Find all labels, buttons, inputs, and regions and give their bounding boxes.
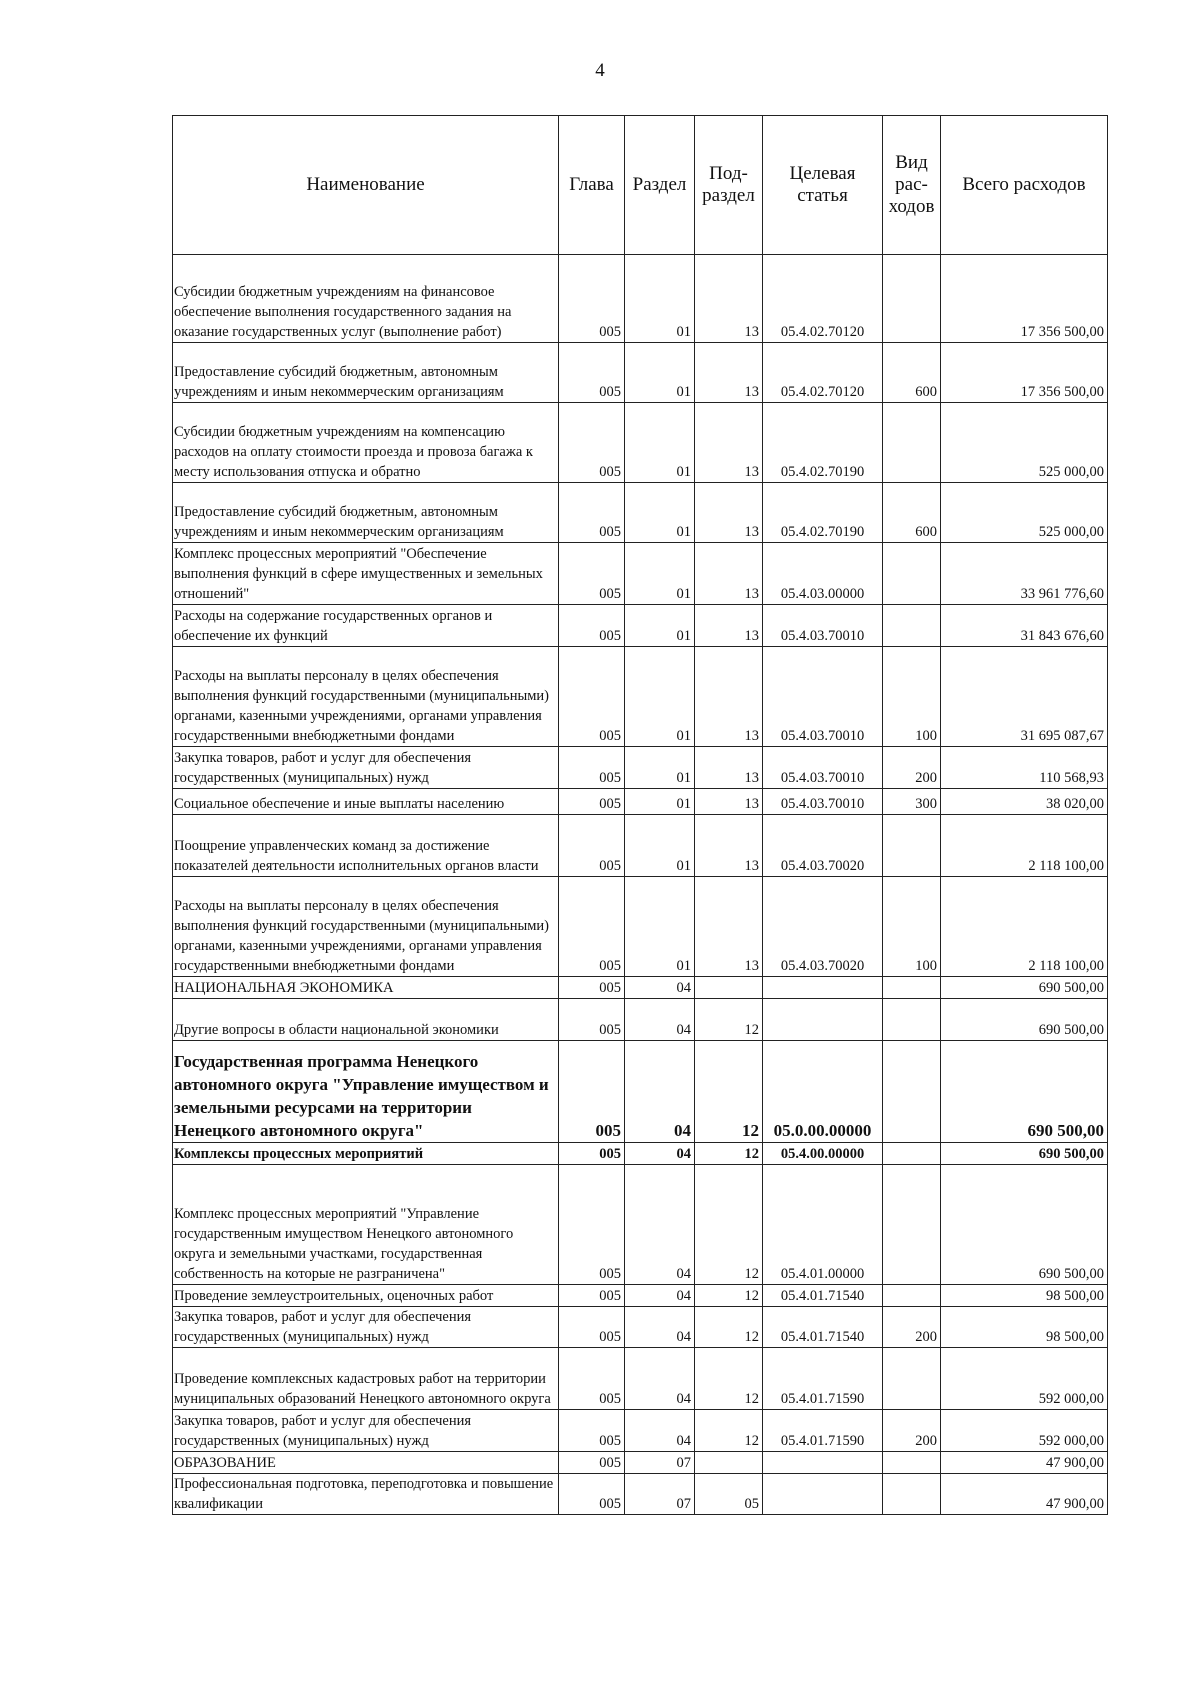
row-target-cell: 05.4.01.71590 [763, 1410, 883, 1452]
row-subsection-cell: 13 [695, 605, 763, 647]
row-subsection-cell: 13 [695, 403, 763, 483]
row-name-cell: Государственная программа Ненецкого автономного округа "Управление имуществом и земельными ресурсами на территории Ненецкого автономного округа" [173, 1041, 559, 1143]
row-section-cell: 01 [625, 483, 695, 543]
row-subsection-cell: 13 [695, 747, 763, 789]
row-total-cell: 110 568,93 [941, 747, 1108, 789]
row-name-cell: Другие вопросы в области национальной экономики [173, 999, 559, 1041]
row-type-cell: 600 [883, 343, 941, 403]
row-name-cell: Поощрение управленческих команд за достижение показателей деятельности исполнительных органов власти [173, 815, 559, 877]
row-target-cell: 05.4.01.71590 [763, 1348, 883, 1410]
row-section-cell: 04 [625, 1285, 695, 1307]
table-row [173, 877, 1108, 977]
header-section: Раздел [625, 116, 695, 255]
row-name-cell: Субсидии бюджетным учреждениям на компенсацию расходов на оплату стоимости проезда и провоза багажа к месту использования отпуска и обратно [173, 403, 559, 483]
row-section-cell: 07 [625, 1452, 695, 1474]
row-name-cell: Расходы на выплаты персоналу в целях обеспечения выполнения функций государственными (муниципальными) органами, казенными учреждениями, органами управления государственными внебюджетными фондами [173, 647, 559, 747]
row-section-cell: 04 [625, 999, 695, 1041]
row-total-cell: 690 500,00 [941, 999, 1108, 1041]
row-chapter-cell: 005 [559, 1165, 625, 1285]
row-chapter-cell: 005 [559, 1348, 625, 1410]
row-type-cell [883, 977, 941, 999]
table-row [173, 747, 1108, 789]
table-row [173, 1474, 1108, 1515]
row-total-cell: 98 500,00 [941, 1307, 1108, 1348]
row-subsection-cell: 12 [695, 999, 763, 1041]
row-type-cell [883, 999, 941, 1041]
row-type-cell: 100 [883, 647, 941, 747]
row-name-cell: Расходы на содержание государственных органов и обеспечение их функций [173, 605, 559, 647]
row-name-cell: Проведение землеустроительных, оценочных работ [173, 1285, 559, 1307]
row-total-cell: 592 000,00 [941, 1348, 1108, 1410]
row-type-cell [883, 255, 941, 343]
row-section-cell: 01 [625, 605, 695, 647]
table-row [173, 483, 1108, 543]
row-type-cell [883, 1285, 941, 1307]
row-target-cell: 05.4.03.70010 [763, 647, 883, 747]
row-subsection-cell: 12 [695, 1285, 763, 1307]
row-subsection-cell: 13 [695, 647, 763, 747]
row-section-cell: 01 [625, 343, 695, 403]
table-header-row [173, 116, 1108, 255]
row-target-cell: 05.4.03.70020 [763, 877, 883, 977]
row-type-cell [883, 1143, 941, 1165]
row-section-cell: 04 [625, 1410, 695, 1452]
page-number: 4 [595, 60, 605, 81]
row-target-cell: 05.4.03.70010 [763, 747, 883, 789]
row-target-cell [763, 1452, 883, 1474]
table-row [173, 543, 1108, 605]
row-subsection-cell: 13 [695, 255, 763, 343]
row-chapter-cell: 005 [559, 1410, 625, 1452]
row-total-cell: 592 000,00 [941, 1410, 1108, 1452]
row-chapter-cell: 005 [559, 483, 625, 543]
row-section-cell: 04 [625, 1165, 695, 1285]
row-target-cell: 05.4.01.00000 [763, 1165, 883, 1285]
table-row [173, 1452, 1108, 1474]
row-target-cell: 05.4.03.70010 [763, 789, 883, 815]
row-total-cell: 17 356 500,00 [941, 255, 1108, 343]
table-row [173, 1285, 1108, 1307]
row-name-cell: Комплексы процессных мероприятий [173, 1143, 559, 1165]
row-subsection-cell: 13 [695, 877, 763, 977]
row-total-cell: 33 961 776,60 [941, 543, 1108, 605]
row-target-cell: 05.4.01.71540 [763, 1307, 883, 1348]
row-section-cell: 04 [625, 977, 695, 999]
row-subsection-cell [695, 1452, 763, 1474]
row-chapter-cell: 005 [559, 1307, 625, 1348]
row-name-cell: ОБРАЗОВАНИЕ [173, 1452, 559, 1474]
header-chapter: Глава [559, 116, 625, 255]
row-target-cell: 05.4.02.70120 [763, 343, 883, 403]
table-row [173, 1307, 1108, 1348]
table-row [173, 1348, 1108, 1410]
row-subsection-cell: 13 [695, 815, 763, 877]
header-name: Наименование [173, 116, 559, 255]
row-type-cell [883, 403, 941, 483]
row-target-cell: 05.4.03.70010 [763, 605, 883, 647]
row-section-cell: 04 [625, 1348, 695, 1410]
row-type-cell [883, 1474, 941, 1515]
table-row [173, 605, 1108, 647]
row-section-cell: 01 [625, 647, 695, 747]
table-row [173, 1143, 1108, 1165]
row-total-cell: 47 900,00 [941, 1452, 1108, 1474]
table-row [173, 977, 1108, 999]
row-subsection-cell: 12 [695, 1307, 763, 1348]
row-type-cell: 600 [883, 483, 941, 543]
row-chapter-cell: 005 [559, 815, 625, 877]
row-target-cell: 05.4.01.71540 [763, 1285, 883, 1307]
row-name-cell: Комплекс процессных мероприятий "Обеспечение выполнения функций в сфере имущественных и земельных отношений" [173, 543, 559, 605]
row-section-cell: 01 [625, 255, 695, 343]
table-row [173, 343, 1108, 403]
row-type-cell [883, 605, 941, 647]
row-chapter-cell: 005 [559, 999, 625, 1041]
row-total-cell: 2 118 100,00 [941, 877, 1108, 977]
row-total-cell: 17 356 500,00 [941, 343, 1108, 403]
row-chapter-cell: 005 [559, 877, 625, 977]
row-type-cell [883, 1348, 941, 1410]
row-section-cell: 01 [625, 789, 695, 815]
row-chapter-cell: 005 [559, 1143, 625, 1165]
row-chapter-cell: 005 [559, 747, 625, 789]
row-name-cell: Проведение комплексных кадастровых работ на территории муниципальных образований Ненецкого автономного округа [173, 1348, 559, 1410]
row-subsection-cell: 12 [695, 1348, 763, 1410]
row-total-cell: 690 500,00 [941, 977, 1108, 999]
row-subsection-cell [695, 977, 763, 999]
table-row [173, 403, 1108, 483]
table-row [173, 999, 1108, 1041]
row-subsection-cell: 13 [695, 543, 763, 605]
header-target: Целевая статья [763, 116, 883, 255]
row-type-cell: 200 [883, 1307, 941, 1348]
table-row [173, 1410, 1108, 1452]
row-total-cell: 47 900,00 [941, 1474, 1108, 1515]
row-chapter-cell: 005 [559, 1474, 625, 1515]
row-total-cell: 690 500,00 [941, 1165, 1108, 1285]
row-type-cell [883, 1041, 941, 1143]
table-row [173, 647, 1108, 747]
row-target-cell: 05.4.03.70020 [763, 815, 883, 877]
row-section-cell: 01 [625, 403, 695, 483]
row-subsection-cell: 12 [695, 1410, 763, 1452]
table-body [173, 255, 1108, 1515]
row-target-cell: 05.4.02.70120 [763, 255, 883, 343]
row-type-cell: 200 [883, 747, 941, 789]
header-subsection: Под-раздел [695, 116, 763, 255]
row-chapter-cell: 005 [559, 543, 625, 605]
row-subsection-cell: 13 [695, 789, 763, 815]
row-type-cell [883, 815, 941, 877]
row-subsection-cell: 12 [695, 1041, 763, 1143]
row-total-cell: 98 500,00 [941, 1285, 1108, 1307]
row-target-cell: 05.4.03.00000 [763, 543, 883, 605]
row-chapter-cell: 005 [559, 977, 625, 999]
row-name-cell: Комплекс процессных мероприятий "Управление государственным имуществом Ненецкого автономного округа и земельными участками, государственная собственность на которые не разграничена" [173, 1165, 559, 1285]
row-section-cell: 04 [625, 1307, 695, 1348]
row-section-cell: 04 [625, 1143, 695, 1165]
row-chapter-cell: 005 [559, 1452, 625, 1474]
row-total-cell: 38 020,00 [941, 789, 1108, 815]
row-type-cell: 100 [883, 877, 941, 977]
row-subsection-cell: 12 [695, 1143, 763, 1165]
row-section-cell: 01 [625, 747, 695, 789]
row-name-cell: Предоставление субсидий бюджетным, автономным учреждениям и иным некоммерческим организациям [173, 483, 559, 543]
row-section-cell: 04 [625, 1041, 695, 1143]
row-total-cell: 525 000,00 [941, 483, 1108, 543]
row-target-cell: 05.4.02.70190 [763, 403, 883, 483]
table-row [173, 1165, 1108, 1285]
row-total-cell: 2 118 100,00 [941, 815, 1108, 877]
table-row [173, 1041, 1108, 1143]
row-chapter-cell: 005 [559, 789, 625, 815]
row-name-cell: НАЦИОНАЛЬНАЯ ЭКОНОМИКА [173, 977, 559, 999]
row-type-cell [883, 1452, 941, 1474]
row-target-cell [763, 1474, 883, 1515]
row-chapter-cell: 005 [559, 647, 625, 747]
row-subsection-cell: 05 [695, 1474, 763, 1515]
row-name-cell: Профессиональная подготовка, переподготовка и повышение квалификации [173, 1474, 559, 1515]
row-type-cell: 300 [883, 789, 941, 815]
row-name-cell: Субсидии бюджетным учреждениям на финансовое обеспечение выполнения государственного задания на оказание государственных услуг (выполнение работ) [173, 255, 559, 343]
row-type-cell [883, 543, 941, 605]
row-section-cell: 01 [625, 543, 695, 605]
row-name-cell: Социальное обеспечение и иные выплаты населению [173, 789, 559, 815]
row-type-cell: 200 [883, 1410, 941, 1452]
row-name-cell: Расходы на выплаты персоналу в целях обеспечения выполнения функций государственными (муниципальными) органами, казенными учреждениями, органами управления государственными внебюджетными фондами [173, 877, 559, 977]
row-total-cell: 690 500,00 [941, 1143, 1108, 1165]
table-row [173, 815, 1108, 877]
row-chapter-cell: 005 [559, 605, 625, 647]
row-subsection-cell: 12 [695, 1165, 763, 1285]
row-chapter-cell: 005 [559, 1285, 625, 1307]
row-name-cell: Закупка товаров, работ и услуг для обеспечения государственных (муниципальных) нужд [173, 747, 559, 789]
row-chapter-cell: 005 [559, 1041, 625, 1143]
row-target-cell: 05.4.02.70190 [763, 483, 883, 543]
row-target-cell: 05.0.00.00000 [763, 1041, 883, 1143]
row-chapter-cell: 005 [559, 403, 625, 483]
table-row [173, 789, 1108, 815]
row-target-cell [763, 977, 883, 999]
row-chapter-cell: 005 [559, 343, 625, 403]
header-total: Всего расходов [941, 116, 1108, 255]
header-expense-type: Вид рас-ходов [883, 116, 941, 255]
row-name-cell: Закупка товаров, работ и услуг для обеспечения государственных (муниципальных) нужд [173, 1410, 559, 1452]
row-section-cell: 01 [625, 815, 695, 877]
row-target-cell [763, 999, 883, 1041]
row-total-cell: 690 500,00 [941, 1041, 1108, 1143]
budget-table [172, 115, 1108, 1515]
row-name-cell: Предоставление субсидий бюджетным, автономным учреждениям и иным некоммерческим организациям [173, 343, 559, 403]
row-type-cell [883, 1165, 941, 1285]
row-chapter-cell: 005 [559, 255, 625, 343]
row-subsection-cell: 13 [695, 343, 763, 403]
row-section-cell: 07 [625, 1474, 695, 1515]
row-total-cell: 31 695 087,67 [941, 647, 1108, 747]
row-name-cell: Закупка товаров, работ и услуг для обеспечения государственных (муниципальных) нужд [173, 1307, 559, 1348]
row-total-cell: 31 843 676,60 [941, 605, 1108, 647]
table-row [173, 255, 1108, 343]
row-target-cell: 05.4.00.00000 [763, 1143, 883, 1165]
row-section-cell: 01 [625, 877, 695, 977]
row-subsection-cell: 13 [695, 483, 763, 543]
row-total-cell: 525 000,00 [941, 403, 1108, 483]
